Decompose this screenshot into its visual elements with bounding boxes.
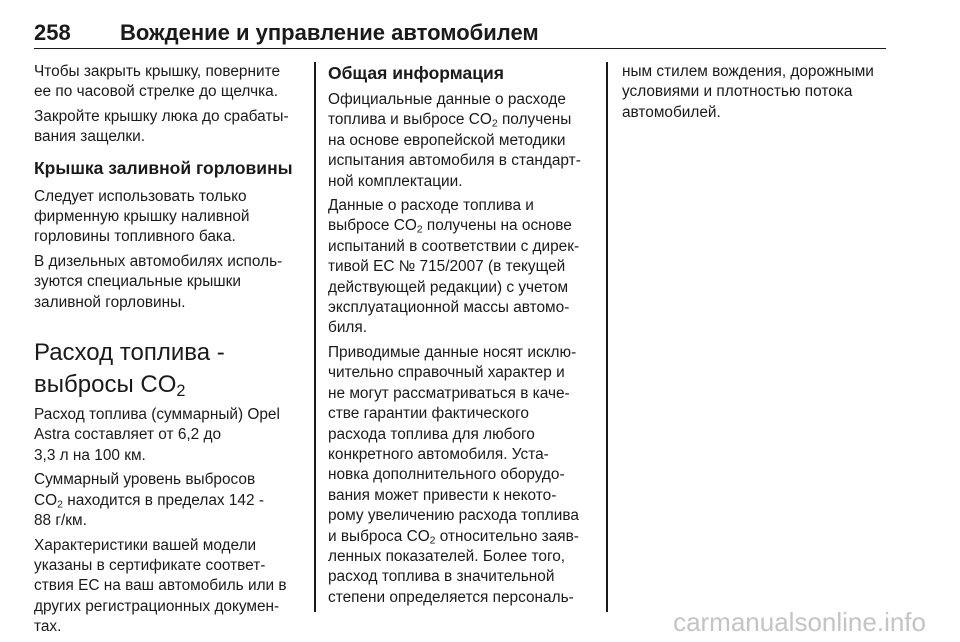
text-line: Характеристики вашей модели — [34, 536, 257, 554]
text-fragment: находится в пределах 142 - — [62, 491, 264, 509]
text-line — [328, 527, 600, 547]
column-divider-2 — [606, 62, 608, 612]
text-line: Суммарный уровень выбросов — [34, 471, 256, 489]
text-line: на основе европейской методики — [328, 131, 566, 149]
text-line: Astra составляет от 6,2 до — [34, 426, 222, 444]
text-line: новка дополнительного оборудо- — [328, 466, 565, 484]
paragraph-reference-only — [328, 343, 600, 608]
text-line: испытаний в соответствии с дирек- — [328, 237, 580, 255]
paragraph-certificate — [34, 536, 306, 638]
text-line: биля. — [328, 319, 368, 337]
text-line: горловины топливного бака. — [34, 228, 236, 246]
text-line: Расход топлива (суммарный) Opel — [34, 406, 280, 424]
text-line: степени определяется персональ- — [328, 588, 574, 606]
column-divider-1 — [314, 62, 316, 612]
text-line: указаны в сертификате соответ- — [34, 556, 266, 574]
heading-line: Расход топлива - — [34, 339, 225, 367]
watermark: carmanualsonline.info — [673, 607, 926, 637]
text-line: Данные о расходе топлива и — [328, 197, 534, 215]
text-line: Чтобы закрыть крышку, поверните — [34, 63, 281, 80]
text-line: расход топлива в значительной — [328, 568, 555, 586]
subscript: 2 — [491, 119, 498, 131]
page-header — [34, 6, 886, 49]
heading-filler-cap: Крышка заливной горловины — [34, 157, 293, 178]
paragraph-consumption — [34, 405, 306, 466]
text-line: других регистрационных докумен- — [34, 597, 280, 615]
text-fragment: выбросе CO — [328, 217, 417, 235]
text-line: тах. — [34, 618, 62, 636]
text-line: конкретного автомобиля. Уста- — [328, 445, 549, 463]
paragraph-close-flap — [34, 107, 306, 148]
column-3 — [622, 62, 894, 127]
text-line: эксплуатационной массы автомо- — [328, 299, 570, 317]
text-line: В дизельных автомобилях исполь- — [34, 252, 283, 270]
text-line: вания защелки. — [34, 128, 146, 146]
running-title: Вождение и управление автомобилем — [120, 20, 539, 45]
heading-general-info: Общая информация — [328, 63, 504, 83]
text-line: 3,3 л на 100 км. — [34, 446, 146, 464]
text-line: ным стилем вождения, дорожными — [622, 63, 874, 80]
text-line: вания может привести к некото- — [328, 486, 557, 504]
subscript: 2 — [57, 499, 63, 511]
text-line: заливной горловины. — [34, 293, 186, 311]
paragraph-emissions — [34, 470, 306, 531]
heading-fuel-consumption — [34, 337, 306, 401]
text-line: ее по часовой стрелке до щелчка. — [34, 83, 279, 101]
text-line: испытания автомобиля в стандарт- — [328, 152, 581, 170]
text-line: автомобилей. — [622, 103, 721, 121]
text-line: Закройте крышку люка до срабаты- — [34, 107, 289, 125]
text-line — [328, 216, 600, 236]
text-line: зуются специальные крышки — [34, 273, 241, 291]
text-line: Следует использовать только — [34, 187, 247, 205]
text-fragment: и выброса CO — [328, 527, 430, 545]
column-1 — [34, 62, 306, 642]
subscript: 2 — [176, 382, 186, 401]
text-fragment: получены на основе — [422, 217, 572, 235]
text-line: ствия ЕС на ваш автомобиль или в — [34, 577, 287, 595]
text-line: ной комплектации. — [328, 172, 463, 190]
paragraph-diesel-cap — [34, 252, 306, 313]
text-line — [328, 110, 600, 130]
paragraph-close-cap — [34, 62, 306, 103]
text-line: тивой ЕС № 715/2007 (в текущей — [328, 258, 566, 276]
text-line: Приводимые данные носят исклю- — [328, 343, 577, 361]
text-line: стве гарантии фактического — [328, 405, 529, 423]
text-line: чительно справочный характер и — [328, 364, 565, 382]
heading-line — [34, 369, 306, 401]
text-fragment: получены — [497, 111, 572, 129]
paragraph-official-data — [328, 90, 600, 192]
text-line: рому увеличению расхода топлива — [328, 507, 579, 525]
column-2 — [328, 62, 600, 612]
paragraph-directive — [328, 196, 600, 339]
text-line: фирменную крышку наливной — [34, 208, 250, 226]
text-line: условиями и плотностью потока — [622, 83, 853, 101]
text-line: не могут рассматриваться в каче- — [328, 384, 570, 402]
heading-text: выбросы CO — [34, 371, 177, 399]
text-fragment: относительно заяв- — [435, 527, 579, 545]
subscript: 2 — [429, 535, 436, 547]
text-line — [34, 491, 306, 511]
text-fragment: CO — [34, 491, 58, 509]
text-fragment: топлива и выбросе CO — [328, 111, 492, 129]
text-line: Официальные данные о расходе — [328, 91, 566, 108]
text-line: действующей редакции) с учетом — [328, 278, 569, 296]
subscript: 2 — [416, 225, 423, 237]
paragraph-driving-style — [622, 62, 894, 123]
page-number: 258 — [34, 20, 71, 45]
text-line: 88 г/км. — [34, 512, 87, 530]
paragraph-original-cap — [34, 187, 306, 248]
text-line: расхода топлива для любого — [328, 425, 535, 443]
text-line: ленных показателей. Более того, — [328, 547, 566, 565]
